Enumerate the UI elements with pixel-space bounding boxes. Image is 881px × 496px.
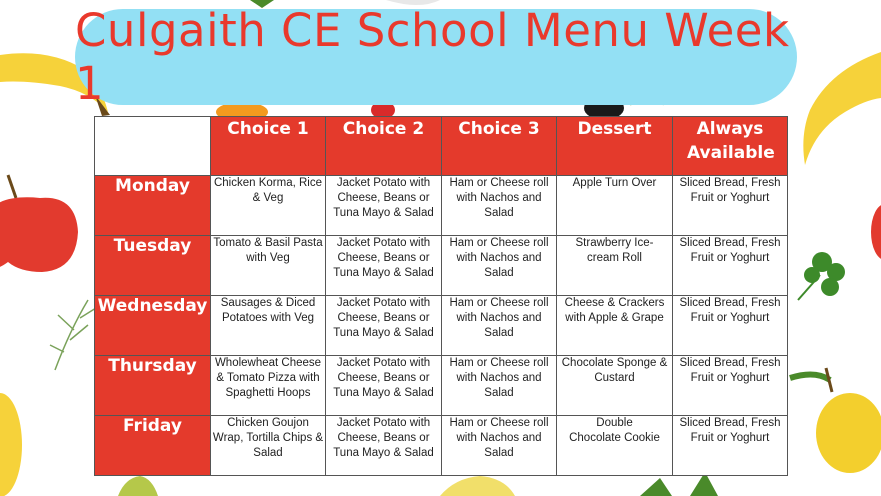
apple-icon bbox=[0, 175, 78, 272]
page-title: Culgaith CE School Menu Week 1 bbox=[75, 4, 790, 110]
menu-cell: Chicken Korma, Rice & Veg bbox=[211, 176, 326, 236]
column-header-choice-3: Choice 3 bbox=[442, 117, 557, 176]
lemon-icon bbox=[790, 368, 881, 473]
table-row bbox=[95, 176, 788, 236]
menu-cell: Jacket Potato with Cheese, Beans or Tuna Mayo & Salad bbox=[326, 356, 442, 416]
menu-cell: Sliced Bread, Fresh Fruit or Yoghurt bbox=[673, 356, 788, 416]
table-row bbox=[95, 296, 788, 356]
menu-cell: Jacket Potato with Cheese, Beans or Tuna Mayo & Salad bbox=[326, 236, 442, 296]
menu-cell: Double Chocolate Cookie bbox=[557, 416, 673, 476]
header-row bbox=[95, 117, 788, 176]
day-label: Wednesday bbox=[95, 296, 211, 356]
table-row bbox=[95, 416, 788, 476]
menu-cell: Apple Turn Over bbox=[557, 176, 673, 236]
menu-cell: Chicken Goujon Wrap, Tortilla Chips & Salad bbox=[211, 416, 326, 476]
menu-cell: Sliced Bread, Fresh Fruit or Yoghurt bbox=[673, 296, 788, 356]
menu-cell: Tomato & Basil Pasta with Veg bbox=[211, 236, 326, 296]
menu-cell: Strawberry Ice-cream Roll bbox=[557, 236, 673, 296]
menu-table bbox=[94, 116, 788, 476]
column-header-dessert: Dessert bbox=[557, 117, 673, 176]
menu-cell: Jacket Potato with Cheese, Beans or Tuna Mayo & Salad bbox=[326, 176, 442, 236]
column-header-always-available: Always Available bbox=[673, 117, 788, 176]
banana-icon bbox=[803, 52, 881, 165]
menu-cell: Ham or Cheese roll with Nachos and Salad bbox=[442, 416, 557, 476]
menu-cell: Sliced Bread, Fresh Fruit or Yoghurt bbox=[673, 176, 788, 236]
table-row bbox=[95, 356, 788, 416]
menu-cell: Sliced Bread, Fresh Fruit or Yoghurt bbox=[673, 236, 788, 296]
menu-cell: Ham or Cheese roll with Nachos and Salad bbox=[442, 236, 557, 296]
menu-cell: Wholewheat Cheese & Tomato Pizza with Spaghetti Hoops bbox=[211, 356, 326, 416]
menu-cell: Sausages & Diced Potatoes with Veg bbox=[211, 296, 326, 356]
menu-cell: Jacket Potato with Cheese, Beans or Tuna Mayo & Salad bbox=[326, 416, 442, 476]
menu-cell: Sliced Bread, Fresh Fruit or Yoghurt bbox=[673, 416, 788, 476]
lemon-icon bbox=[0, 393, 22, 496]
menu-cell: Ham or Cheese roll with Nachos and Salad bbox=[442, 296, 557, 356]
title-banner bbox=[75, 4, 797, 110]
table-row bbox=[95, 236, 788, 296]
menu-cell: Ham or Cheese roll with Nachos and Salad bbox=[442, 176, 557, 236]
day-label: Friday bbox=[95, 416, 211, 476]
corner-cell bbox=[95, 117, 211, 176]
column-header-choice-1: Choice 1 bbox=[211, 117, 326, 176]
day-label: Tuesday bbox=[95, 236, 211, 296]
column-header-choice-2: Choice 2 bbox=[326, 117, 442, 176]
dill-icon bbox=[50, 300, 96, 370]
menu-cell: Chocolate Sponge & Custard bbox=[557, 356, 673, 416]
menu-cell: Cheese & Crackers with Apple & Grape bbox=[557, 296, 673, 356]
day-label: Monday bbox=[95, 176, 211, 236]
menu-cell: Jacket Potato with Cheese, Beans or Tuna Mayo & Salad bbox=[326, 296, 442, 356]
parsley-icon bbox=[798, 252, 845, 300]
menu-cell: Ham or Cheese roll with Nachos and Salad bbox=[442, 356, 557, 416]
day-label: Thursday bbox=[95, 356, 211, 416]
